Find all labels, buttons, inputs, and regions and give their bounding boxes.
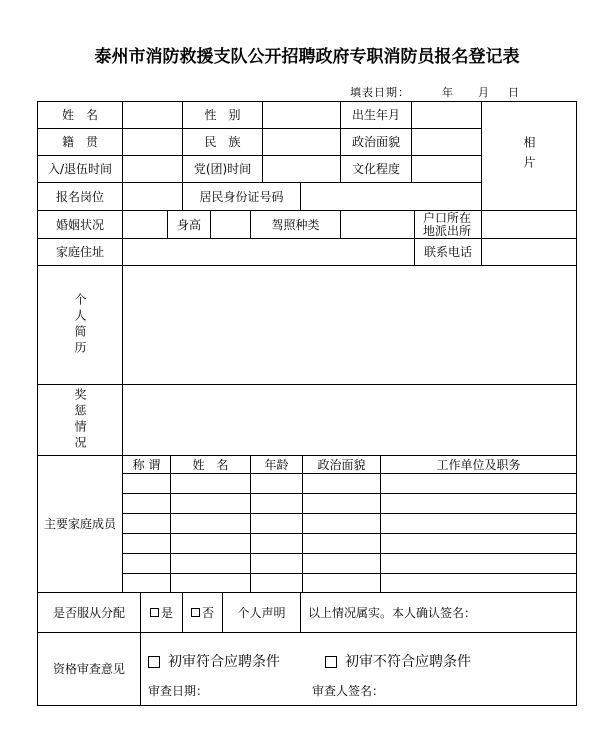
police-station-label: 户口所在地派出所 [422,210,471,238]
gender-label: 性 别 [204,108,241,122]
review-date-label: 审查日期： [148,684,209,698]
gender-field[interactable] [263,102,340,128]
reviewer-label: 审查人签名： [312,684,385,698]
political-status-label: 政治面貌 [351,135,400,149]
position-label: 报名岗位 [55,189,104,204]
marital-label: 婚姻状况 [55,217,104,232]
no-label: 否 [201,605,214,620]
name-label: 姓 名 [61,108,98,122]
birth-label: 出生年月 [351,108,400,122]
fail-label: 初审不符合应聘条件 [345,654,471,670]
declaration-text: 以上情况属实。本人确认签名： [308,605,477,620]
fill-date-day: 日 [508,86,520,99]
id-number-field[interactable] [301,183,481,210]
review-fail-option[interactable] [325,651,471,673]
police-station-field[interactable] [482,211,576,238]
ethnicity-field[interactable] [263,129,340,155]
fill-date-label: 填表日期： [350,86,410,99]
pass-checkbox[interactable] [148,656,160,668]
yes-checkbox[interactable] [150,608,159,617]
phone-field[interactable] [482,239,576,265]
family-row[interactable] [123,514,576,533]
assignment-label: 是否服从分配 [52,605,125,620]
fill-date-month: 月 [478,86,490,99]
education-label: 文化程度 [351,162,400,176]
yes-label: 是 [160,605,173,620]
rewards-label: 奖惩情况 [73,388,87,452]
license-field[interactable] [341,211,414,238]
native-place-label: 籍 贯 [61,135,98,149]
position-field[interactable] [123,183,182,210]
assignment-no-option[interactable] [183,593,222,632]
family-row[interactable] [123,494,576,513]
native-place-field[interactable] [123,129,182,155]
pass-label: 初审符合应聘条件 [168,654,280,670]
enlist-time-label: 入/退伍时间 [47,162,113,176]
address-label: 家庭住址 [55,245,104,259]
name-field[interactable] [123,102,182,128]
marital-field[interactable] [123,211,167,238]
family-row[interactable] [123,554,576,573]
assignment-yes-option[interactable] [141,593,182,632]
family-row[interactable] [123,474,576,493]
fail-checkbox[interactable] [325,656,337,668]
address-field[interactable] [123,239,414,265]
resume-label: 个人简历 [73,293,87,357]
ethnicity-label: 民 族 [204,135,241,149]
family-row[interactable] [123,574,576,592]
political-status-field[interactable] [412,129,481,155]
no-checkbox[interactable] [191,608,200,617]
review-pass-option[interactable] [148,651,280,673]
height-field[interactable] [211,211,250,238]
review-label: 资格审查意见 [52,662,125,676]
party-time-label: 党(团)时间 [193,162,252,176]
photo-area: 相片 [522,136,536,176]
family-label: 主要家庭成员 [43,516,116,531]
party-time-field[interactable] [263,156,340,182]
id-number-label: 居民身份证号码 [199,189,284,204]
rewards-field[interactable] [123,385,576,455]
family-header-name: 姓 名 [192,457,229,472]
height-label: 身高 [176,217,201,232]
education-field[interactable] [412,156,481,182]
family-header-age: 年龄 [264,457,289,472]
phone-label: 联系电话 [423,245,472,259]
family-header-political: 政治面貌 [317,457,366,472]
fill-date-year: 年 [442,86,454,99]
declaration-label: 个人声明 [237,605,286,620]
enlist-time-field[interactable] [123,156,182,182]
family-header-work: 工作单位及职务 [436,457,521,472]
license-label: 驾照种类 [271,217,320,232]
birth-field[interactable] [412,102,481,128]
family-header-relation: 称 谓 [132,457,161,472]
form-title: 泰州市消防救援支队公开招聘政府专职消防员报名登记表 [94,47,520,67]
family-row[interactable] [123,534,576,553]
resume-field[interactable] [123,266,576,384]
